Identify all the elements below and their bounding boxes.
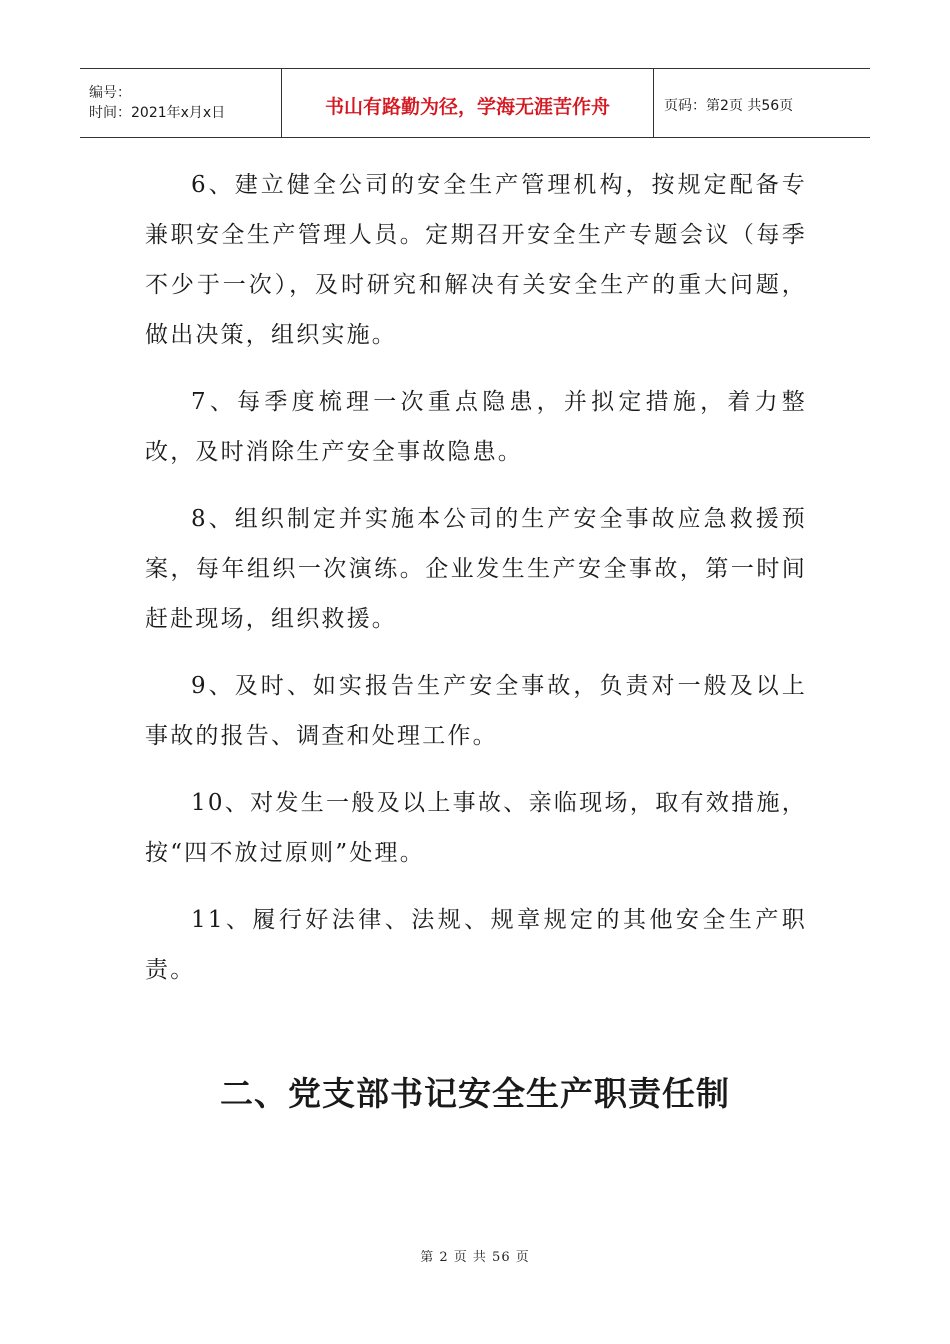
paragraph: 10、对发生一般及以上事故、亲临现场，取有效措施，按“四不放过原则”处理。 bbox=[145, 790, 807, 866]
document-time-label: 时间：2021年x月x日 bbox=[89, 105, 226, 121]
header-page-info: 页码：第2页 共56页 bbox=[664, 98, 794, 114]
header-motto: 书山有路勤为径，学海无涯苦作舟 bbox=[282, 69, 654, 137]
header-meta bbox=[80, 69, 282, 137]
paragraph: 8、组织制定并实施本公司的生产安全事故应急救援预案，每年组织一次演练。企业发生生产安全事故，第一时间赶赴现场，组织救援。 bbox=[145, 506, 807, 632]
document-body bbox=[145, 160, 807, 1012]
document-header bbox=[80, 68, 870, 138]
paragraph: 6、建立健全公司的安全生产管理机构，按规定配备专兼职安全生产管理人员。定期召开安全生产专题会议（每季不少于一次），及时研究和解决有关安全生产的重大问题，做出决策，组织实施。 bbox=[145, 172, 807, 348]
section-title: 二、党支部书记安全生产职责任制 bbox=[220, 1074, 730, 1113]
page-footer: 第 2 页 共 56 页 bbox=[420, 1250, 530, 1265]
document-number-label: 编号： bbox=[89, 85, 131, 101]
paragraph: 7、每季度梳理一次重点隐患，并拟定措施，着力整改，及时消除生产安全事故隐患。 bbox=[145, 389, 807, 465]
paragraph: 11、履行好法律、法规、规章规定的其他安全生产职责。 bbox=[145, 907, 807, 983]
paragraph: 9、及时、如实报告生产安全事故，负责对一般及以上事故的报告、调查和处理工作。 bbox=[145, 673, 807, 749]
